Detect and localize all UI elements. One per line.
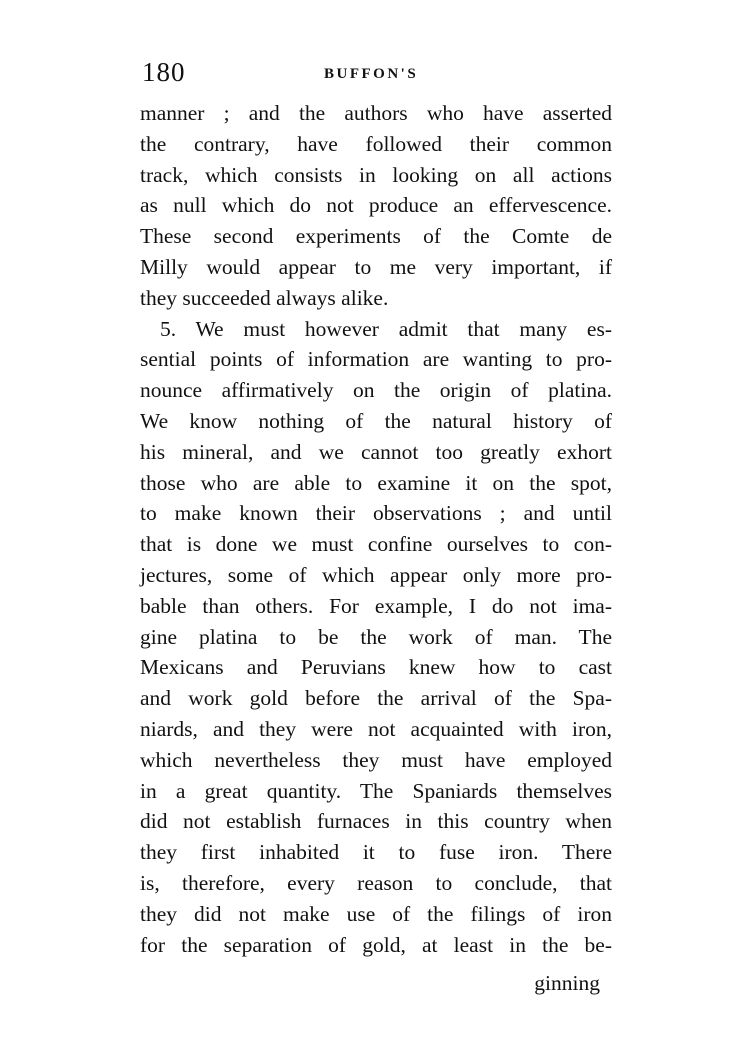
text-line: niards, and they were not acquainted with iron,: [140, 716, 612, 741]
text-line: to make known their observations ; and until: [140, 501, 612, 526]
text-line: did not establish furnaces in this country when: [140, 809, 612, 834]
catchword: ginning: [534, 971, 600, 995]
text-line: that is done we must confine ourselves to con-: [140, 532, 612, 557]
text-line: they did not make use of the filings of iron: [140, 901, 612, 926]
text-line: We know nothing of the natural history of: [140, 408, 612, 433]
text-line: Mexicans and Peruvians knew how to cast: [140, 655, 612, 680]
text-line: These second experiments of the Comte de: [140, 224, 612, 249]
text-line: as null which do not produce an effervescence.: [140, 193, 612, 218]
text-line: his mineral, and we cannot too greatly exhort: [140, 439, 612, 464]
text-line: Milly would appear to me very important, if: [140, 254, 612, 279]
text-line: manner ; and the authors who have asserted: [140, 101, 612, 125]
text-line: and work gold before the arrival of the Spa-: [140, 686, 612, 711]
text-line: track, which consists in looking on all actions: [140, 162, 612, 187]
text-line: the contrary, have followed their common: [140, 131, 612, 156]
page-number: 180: [142, 57, 186, 87]
text-line: bable than others. For example, I do not ima-: [140, 593, 612, 618]
text-line: 5. We must however admit that many es-: [160, 316, 612, 341]
text-line: those who are able to examine it on the spot,: [140, 470, 612, 495]
text-line: for the separation of gold, at least in the be-: [140, 932, 612, 957]
body-text: [140, 98, 612, 960]
text-line: in a great quantity. The Spaniards themselves: [140, 778, 612, 803]
text-line: they succeeded always alike.: [140, 285, 389, 310]
page-header: [142, 54, 612, 90]
text-line: nounce affirmatively on the origin of platina.: [140, 378, 612, 403]
text-line: gine platina to be the work of man. The: [140, 624, 612, 649]
text-line: is, therefore, every reason to conclude, that: [140, 870, 612, 895]
text-line: jectures, some of which appear only more pro-: [140, 562, 612, 587]
text-line: they first inhabited it to fuse iron. There: [140, 840, 612, 865]
text-line: sential points of information are wanting to pro-: [140, 347, 612, 372]
text-line: which nevertheless they must have employed: [140, 747, 612, 772]
running-head: BUFFON'S: [324, 66, 419, 82]
